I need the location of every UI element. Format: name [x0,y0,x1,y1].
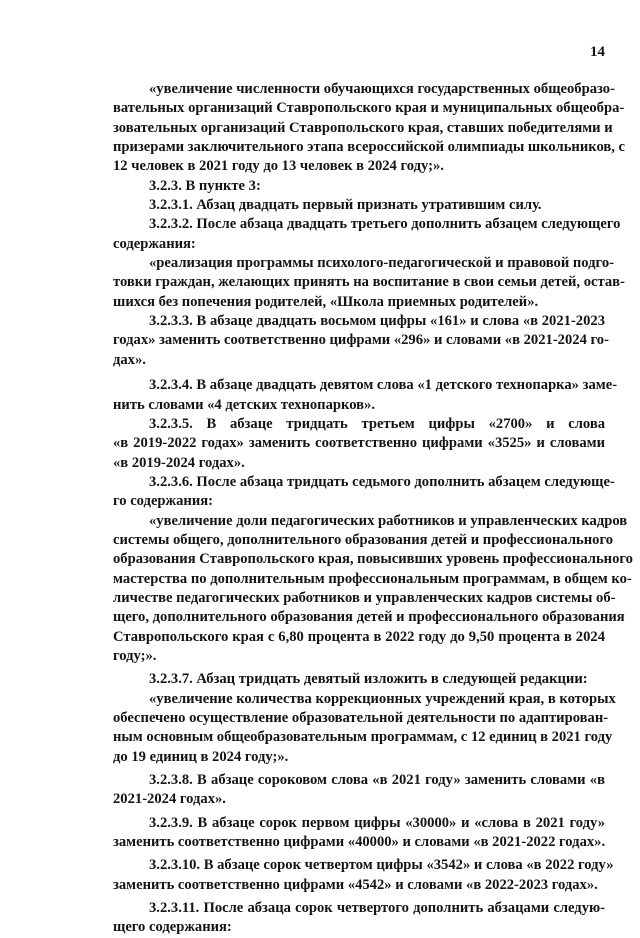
text-line: Ставропольского края с 6,80 процента в 2022 году до 9,50 процента в 2024 [113,628,605,645]
text-line: «реализация программы психолого-педагогической и правовой подго- [149,255,614,272]
text-line: 3.2.3.10. В абзаце сорок четвертом цифры «3542» и слова «в 2022 году» [149,857,614,874]
text-line: 3.2.3.1. Абзац двадцать первый признать утратившим силу. [149,197,542,214]
text-line: году;». [113,647,157,664]
text-line: 3.2.3. В пункте 3: [149,177,261,194]
text-line: го содержания: [113,493,213,510]
text-line: вательных организаций Ставропольского края и муниципальных общеобра- [113,100,625,117]
text-line: мастерства по дополнительным профессиональным программам, в общем ко- [113,570,632,587]
text-line: 2021-2024 годах». [113,791,226,808]
text-line: шихся без попечения родителей, «Школа приемных родителей». [113,293,539,310]
text-line: «в 2019-2024 годах». [113,454,245,471]
text-line: нить словами «4 детских технопарков». [113,396,375,413]
text-line: обеспечено осуществление образовательной деятельности по адаптирован- [113,710,609,726]
text-line: дах». [113,351,146,368]
text-line: 3.2.3.5. В абзаце тридцать третьем цифры «2700» и слова [149,415,605,432]
text-line: «в 2019-2022 годах» заменить соответственно цифрами «3525» и словами [113,435,605,452]
text-line: товки граждан, желающих принять на воспитание в свои семьи детей, остав- [113,274,625,291]
text-line: 3.2.3.11. После абзаца сорок четвертого дополнить абзацами следую- [149,900,605,917]
text-line: «увеличение численности обучающихся государственных общеобразо- [149,81,615,97]
text-line: заменить соответственно цифрами «4542» и словами «в 2022-2023 годах». [113,876,598,893]
text-line: зовательных организаций Ставропольского края, ставших победителями и [113,119,613,136]
text-line: системы общего, дополнительного образования детей и профессионального [113,531,614,548]
text-line: содержания: [113,235,196,252]
text-line: до 19 единиц в 2024 году;». [113,748,289,765]
text-line: щего, дополнительного образования детей и профессионального образования [113,609,625,626]
text-line: 12 человек в 2021 году до 13 человек в 2024 году;». [113,158,444,175]
text-line: образования Ставропольского края, повысивших уровень профессионального [113,551,633,568]
text-line: заменить соответственно цифрами «40000» и словами «в 2021-2022 годах». [113,834,606,851]
text-line: 3.2.3.8. В абзаце сороковом слова «в 2021 году» заменить словами «в [149,772,605,789]
text-line: 3.2.3.4. В абзаце двадцать девятом слова «1 детского технопарка» заме- [149,377,618,394]
text-line: ным основным общеобразовательным программам, с 12 единиц в 2021 году [113,729,613,746]
text-line: 3.2.3.2. После абзаца двадцать третьего дополнить абзацем следующего [149,216,621,233]
document-body [113,80,633,938]
text-line: 3.2.3.9. В абзаце сорок первом цифры «30000» и «слова в 2021 году» [149,814,605,831]
text-line: 3.2.3.3. В абзаце двадцать восьмом цифры «161» и слова «в 2021-2023 [149,313,605,330]
text-line: 3.2.3.7. Абзац тридцать девятый изложить в следующей редакции: [149,671,588,688]
text-line: «увеличение доли педагогических работников и управленческих кадров [149,512,628,529]
text-line: призерами заключительного этапа всероссийской олимпиады школьников, с [113,139,626,156]
text-line: «увеличение количества коррекционных учреждений края, в которых [149,690,616,707]
page-number: 14 [590,44,605,60]
text-line: 3.2.3.6. После абзаца тридцать седьмого дополнить абзацем следующе- [149,473,615,490]
text-line: годах» заменить соответственно цифрами «296» и словами «в 2021-2024 го- [113,332,609,349]
text-line: щего содержания: [113,919,232,936]
text-line: личестве педагогических работников и управленческих кадров системы об- [113,589,616,606]
